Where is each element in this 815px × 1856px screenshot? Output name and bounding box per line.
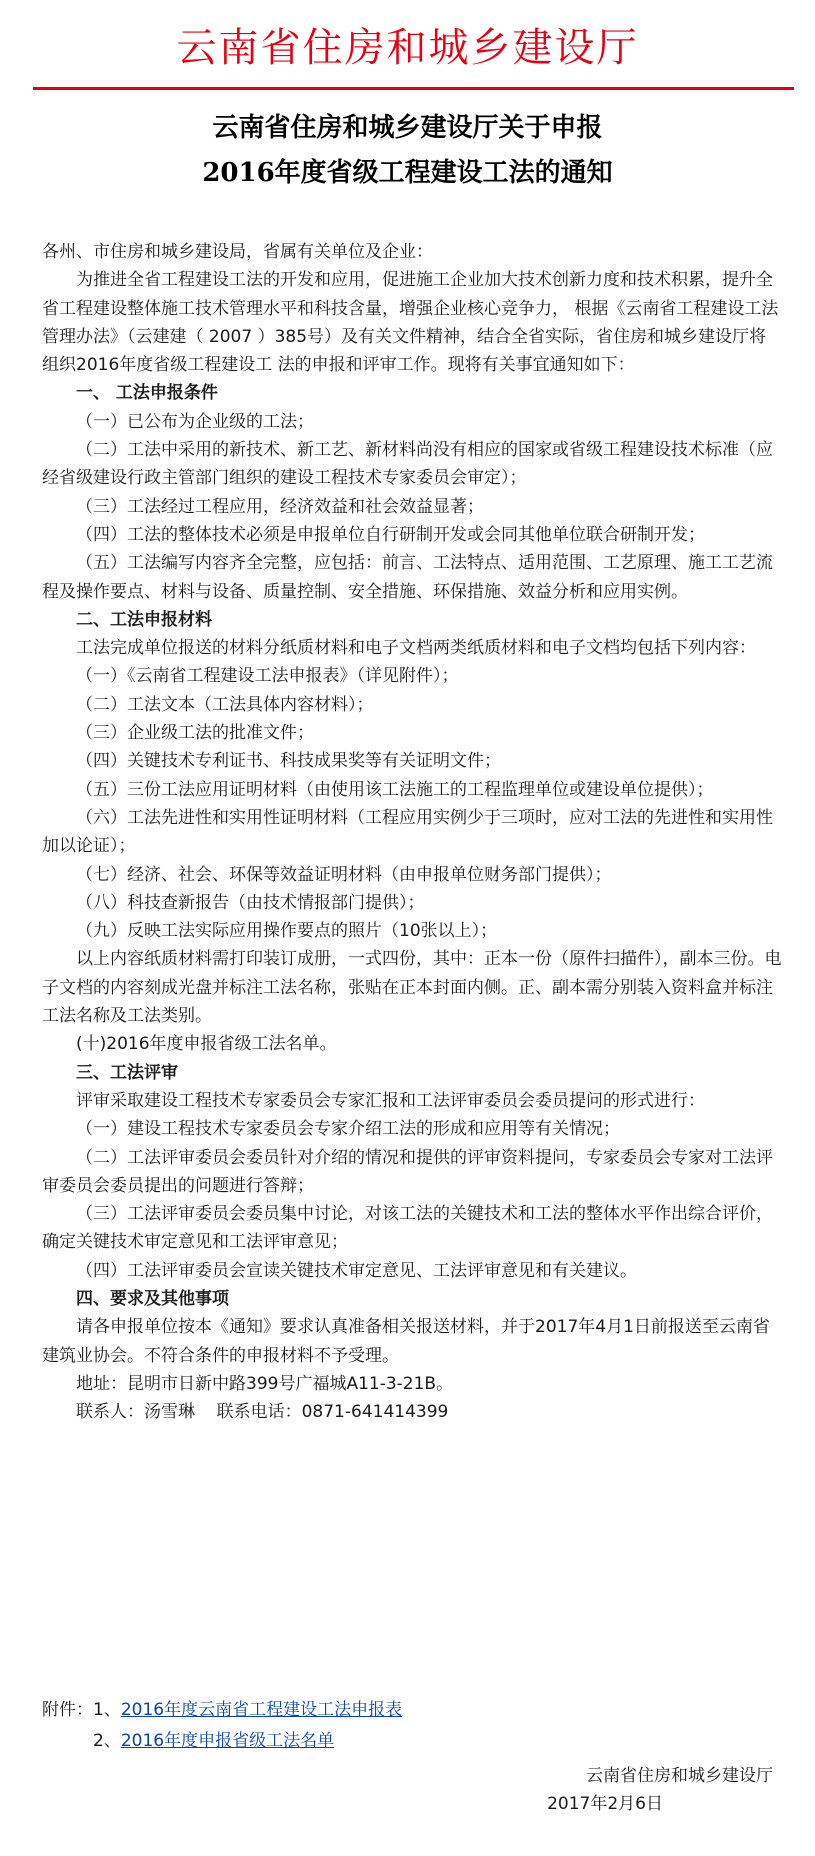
attachment-link-method-list[interactable]: 2016年度申报省级工法名单 xyxy=(120,1731,335,1751)
section-3-heading: 三、工法评审 xyxy=(76,1062,178,1083)
section-2-item-10: (十)2016年度申报省级工法名单。 xyxy=(76,1034,337,1055)
section-2-item: （五）三份工法应用证明材料（由使用该工法施工的工程监理单位或建设单位提供）； xyxy=(76,779,714,800)
attachment-number: 1、 xyxy=(93,1700,121,1720)
section-1-item: （三）工法经过工程应用，经济效益和社会效益显著； xyxy=(76,496,484,517)
attachment-row-2 xyxy=(93,1727,334,1755)
notice-body xyxy=(42,238,782,1426)
document-header xyxy=(0,0,815,92)
attachment-number: 2、 xyxy=(93,1731,121,1751)
signature-block xyxy=(547,1762,773,1818)
section-1-item: （二）工法中采用的新技术、新工艺、新材料尚没有相应的国家或省级工程建设技术标准（应经省级建设行政主管部门组织的建设工程技术专家委员会审定）； xyxy=(42,440,773,489)
address-line: 地址：昆明市日新中路399号广福城A11-3-21B。 xyxy=(76,1373,454,1394)
section-2-item: （三）企业级工法的批准文件； xyxy=(76,723,314,744)
section-2-intro: 工法完成单位报送的材料分纸质材料和电子文档两类纸质材料和电子文档均包括下列内容： xyxy=(76,638,756,659)
section-2-item: （八）科技查新报告（由技术情报部门提供）； xyxy=(76,892,425,913)
notice-title xyxy=(0,106,815,196)
attachments-label: 附件： xyxy=(42,1700,93,1720)
section-3-intro: 评审采取建设工程技术专家委员会专家汇报和工法评审委员会委员提问的形式进行： xyxy=(76,1090,705,1111)
section-2-item: （二）工法文本（工法具体内容材料）； xyxy=(76,694,374,715)
section-4-text: 请各申报单位按本《通知》要求认真准备相关报送材料，并于2017年4月1日前报送至云南省建筑业协会。不符合条件的申报材料不予受理。 xyxy=(42,1317,770,1366)
signature-org: 云南省住房和城乡建设厅 xyxy=(586,1766,773,1786)
salutation: 各州、市住房和城乡建设局，省属有关单位及企业： xyxy=(42,242,433,262)
section-2-heading: 二、工法申报材料 xyxy=(76,609,212,630)
section-3-item: （四）工法评审委员会宣读关键技术审定意见、工法评审意见和有关建议。 xyxy=(76,1260,637,1281)
section-3-item: （二）工法评审委员会委员针对介绍的情况和提供的评审资料提问，专家委员会专家对工法评审委员会委员提出的问题进行答辩； xyxy=(42,1147,773,1196)
section-2-note: 以上内容纸质材料需打印装订成册，一式四份，其中：正本一份（原件扫描件），副本三份。电子文档的内容刻成光盘并标注工法名称，张贴在正本封面内侧。正、副本需分别装入资料盒并标注工法名称及工法类别。 xyxy=(42,949,782,1027)
section-2-item: （一）《云南省工程建设工法申报表》（详见附件）； xyxy=(76,666,459,687)
section-4-heading: 四、要求及其他事项 xyxy=(76,1288,229,1309)
section-2-item: （九）反映工法实际应用操作要点的照片（10张以上）； xyxy=(76,921,498,942)
attachment-row-1 xyxy=(42,1696,402,1724)
notice-title-line-1: 云南省住房和城乡建设厅关于申报 xyxy=(212,113,603,143)
contact-line: 联系人：汤雪琳 联系电话：0871-641414399 xyxy=(76,1402,449,1423)
section-1-item: （五）工法编写内容齐全完整，应包括：前言、工法特点、适用范围、工艺原理、施工工艺流程及操作要点、材料与设备、质量控制、安全措施、环保措施、效益分析和应用实例。 xyxy=(42,553,773,602)
red-divider xyxy=(33,87,794,90)
section-3-item: （一）建设工程技术专家委员会专家介绍工法的形成和应用等有关情况； xyxy=(76,1119,620,1140)
intro-paragraph: 为推进全省工程建设工法的开发和应用，促进施工企业加大技术创新力度和技术积累，提升全省工程建设整体施工技术管理水平和科技含量，增强企业核心竞争力， 根据《云南省工程建设工法管理办法》（云建建（ 2007 ）385号）及有关文件精神，结合全省实际，省住房和城乡建设厅将组织2016年度省级工程建设工 法的申报和评审工作。现将有关事宜通知如下： xyxy=(42,270,779,376)
attachment-link-application-form[interactable]: 2016年度云南省工程建设工法申报表 xyxy=(120,1700,403,1720)
section-2-item: （四）关键技术专利证书、科技成果奖等有关证明文件； xyxy=(76,751,501,772)
section-2-item: （七）经济、社会、环保等效益证明材料（由申报单位财务部门提供）； xyxy=(76,864,612,885)
section-1-heading: 一、 工法申报条件 xyxy=(76,383,218,404)
section-1-item: （一）已公布为企业级的工法； xyxy=(76,411,314,432)
org-name-title: 云南省住房和城乡建设厅 xyxy=(176,25,639,71)
section-3-item: （三）工法评审委员会委员集中讨论，对该工法的关键技术和工法的整体水平作出综合评价，确定关键技术审定意见和工法评审意见； xyxy=(42,1204,773,1253)
signature-date: 2017年2月6日 xyxy=(547,1794,663,1814)
notice-title-line-2: 2016年度省级工程建设工法的通知 xyxy=(202,158,613,188)
section-1-item: （四）工法的整体技术必须是申报单位自行研制开发或会同其他单位联合研制开发； xyxy=(76,524,705,545)
section-2-item: （六）工法先进性和实用性证明材料（工程应用实例少于三项时，应对工法的先进性和实用性加以论证）； xyxy=(42,807,773,857)
